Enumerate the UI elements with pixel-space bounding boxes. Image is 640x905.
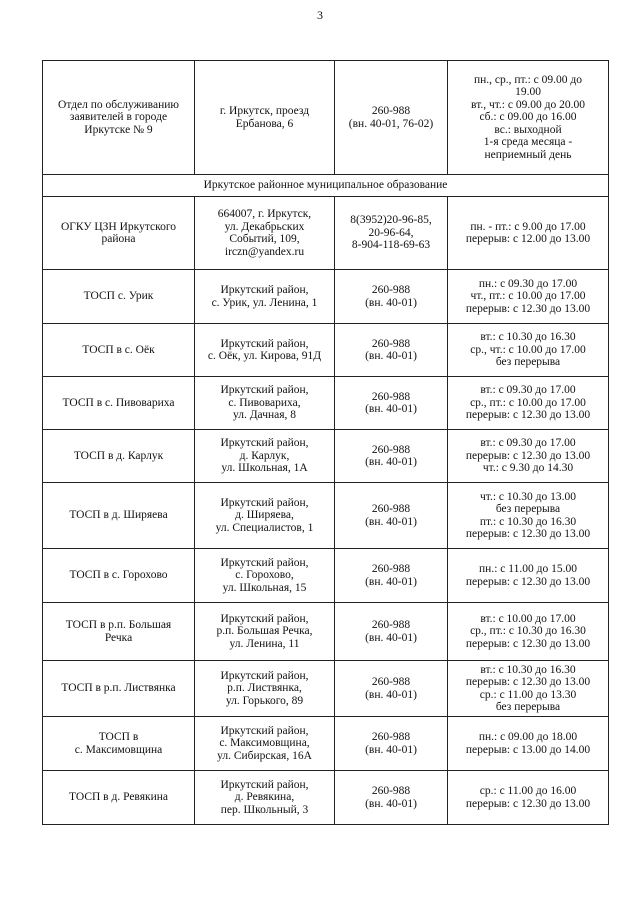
office-name: ТОСП в с. Максимовщина bbox=[43, 717, 195, 771]
office-name: ТОСП в д. Ширяева bbox=[43, 483, 195, 549]
table-row bbox=[43, 324, 609, 377]
section-row bbox=[43, 175, 609, 197]
table-row bbox=[43, 483, 609, 549]
office-hours: пн.: с 09.00 до 18.00 перерыв: с 13.00 до 14.00 bbox=[448, 717, 609, 771]
office-name: Отдел по обслуживанию заявителей в городе Иркутске № 9 bbox=[43, 61, 195, 175]
office-hours: пн.: с 09.30 до 17.00 чт., пт.: с 10.00 до 17.00 перерыв: с 12.30 до 13.00 bbox=[448, 270, 609, 324]
office-address: Иркутский район, д. Ревякина, пер. Школьный, 3 bbox=[195, 771, 335, 825]
office-phone: 260-988 (вн. 40-01) bbox=[335, 661, 448, 717]
office-address: Иркутский район, с. Максимовщина, ул. Сибирская, 16А bbox=[195, 717, 335, 771]
office-name: ТОСП в д. Карлук bbox=[43, 430, 195, 483]
office-hours: чт.: с 10.30 до 13.00 без перерыва пт.: с 10.30 до 16.30 перерыв: с 12.30 до 13.00 bbox=[448, 483, 609, 549]
office-name: ТОСП в р.п. Листвянка bbox=[43, 661, 195, 717]
office-phone: 260-988 (вн. 40-01) bbox=[335, 430, 448, 483]
office-name: ТОСП в д. Ревякина bbox=[43, 771, 195, 825]
office-phone: 260-988 (вн. 40-01) bbox=[335, 603, 448, 661]
office-address: 664007, г. Иркутск, ул. Декабрьских Событий, 109, irczn@yandex.ru bbox=[195, 197, 335, 270]
table-row bbox=[43, 771, 609, 825]
office-phone: 260-988 (вн. 40-01) bbox=[335, 549, 448, 603]
office-phone: 260-988 (вн. 40-01) bbox=[335, 324, 448, 377]
office-name: ТОСП в с. Пивовариха bbox=[43, 377, 195, 430]
office-hours: вт.: с 09.30 до 17.00 ср., пт.: с 10.00 до 17.00 перерыв: с 12.30 до 13.00 bbox=[448, 377, 609, 430]
office-hours: вт.: с 10.30 до 16.30 ср., чт.: с 10.00 до 17.00 без перерыва bbox=[448, 324, 609, 377]
office-hours: пн. - пт.: с 9.00 до 17.00 перерыв: с 12.00 до 13.00 bbox=[448, 197, 609, 270]
office-phone: 260-988 (вн. 40-01) bbox=[335, 377, 448, 430]
office-hours: вт.: с 10.00 до 17.00 ср., пт.: с 10.30 до 16.30 перерыв: с 12.30 до 13.00 bbox=[448, 603, 609, 661]
office-address: Иркутский район, р.п. Листвянка, ул. Горького, 89 bbox=[195, 661, 335, 717]
office-phone: 260-988 (вн. 40-01) bbox=[335, 717, 448, 771]
office-phone: 260-988 (вн. 40-01) bbox=[335, 771, 448, 825]
office-address: Иркутский район, с. Урик, ул. Ленина, 1 bbox=[195, 270, 335, 324]
table-row bbox=[43, 603, 609, 661]
office-address: Иркутский район, с. Оёк, ул. Кирова, 91Д bbox=[195, 324, 335, 377]
table-row bbox=[43, 377, 609, 430]
office-name: ТОСП в р.п. Большая Речка bbox=[43, 603, 195, 661]
office-address: Иркутский район, с. Пивовариха, ул. Дачная, 8 bbox=[195, 377, 335, 430]
table-row bbox=[43, 717, 609, 771]
office-hours: вт.: с 09.30 до 17.00 перерыв: с 12.30 до 13.00 чт.: с 9.30 до 14.30 bbox=[448, 430, 609, 483]
office-hours: пн.: с 11.00 до 15.00 перерыв: с 12.30 до 13.00 bbox=[448, 549, 609, 603]
office-hours: вт.: с 10.30 до 16.30 перерыв: с 12.30 до 13.00 ср.: с 11.00 до 13.30 без перерыва bbox=[448, 661, 609, 717]
office-phone: 8(3952)20-96-85, 20-96-64, 8-904-118-69-63 bbox=[335, 197, 448, 270]
office-phone: 260-988 (вн. 40-01) bbox=[335, 270, 448, 324]
office-hours: ср.: с 11.00 до 16.00 перерыв: с 12.30 до 13.00 bbox=[448, 771, 609, 825]
office-phone: 260-988 (вн. 40-01) bbox=[335, 483, 448, 549]
office-address: Иркутский район, д. Карлук, ул. Школьная, 1А bbox=[195, 430, 335, 483]
table-row bbox=[43, 270, 609, 324]
office-name: ТОСП с. Урик bbox=[43, 270, 195, 324]
table-row bbox=[43, 61, 609, 175]
office-phone: 260-988 (вн. 40-01, 76-02) bbox=[335, 61, 448, 175]
office-hours: пн., ср., пт.: с 09.00 до 19.00 вт., чт.: с 09.00 до 20.00 сб.: с 09.00 до 16.00 вс.: выходной 1-я среда месяца - неприемный день bbox=[448, 61, 609, 175]
offices-table bbox=[42, 60, 609, 825]
page-number: 3 bbox=[317, 8, 323, 22]
office-address: Иркутский район, с. Горохово, ул. Школьная, 15 bbox=[195, 549, 335, 603]
table-row bbox=[43, 549, 609, 603]
table-row bbox=[43, 661, 609, 717]
office-name: ОГКУ ЦЗН Иркутского района bbox=[43, 197, 195, 270]
section-title: Иркутское районное муниципальное образование bbox=[43, 175, 609, 197]
office-name: ТОСП в с. Горохово bbox=[43, 549, 195, 603]
office-address: Иркутский район, р.п. Большая Речка, ул. Ленина, 11 bbox=[195, 603, 335, 661]
office-address: Иркутский район, д. Ширяева, ул. Специалистов, 1 bbox=[195, 483, 335, 549]
office-name: ТОСП в с. Оёк bbox=[43, 324, 195, 377]
table-row bbox=[43, 197, 609, 270]
office-address: г. Иркутск, проезд Ербанова, 6 bbox=[195, 61, 335, 175]
table-row bbox=[43, 430, 609, 483]
